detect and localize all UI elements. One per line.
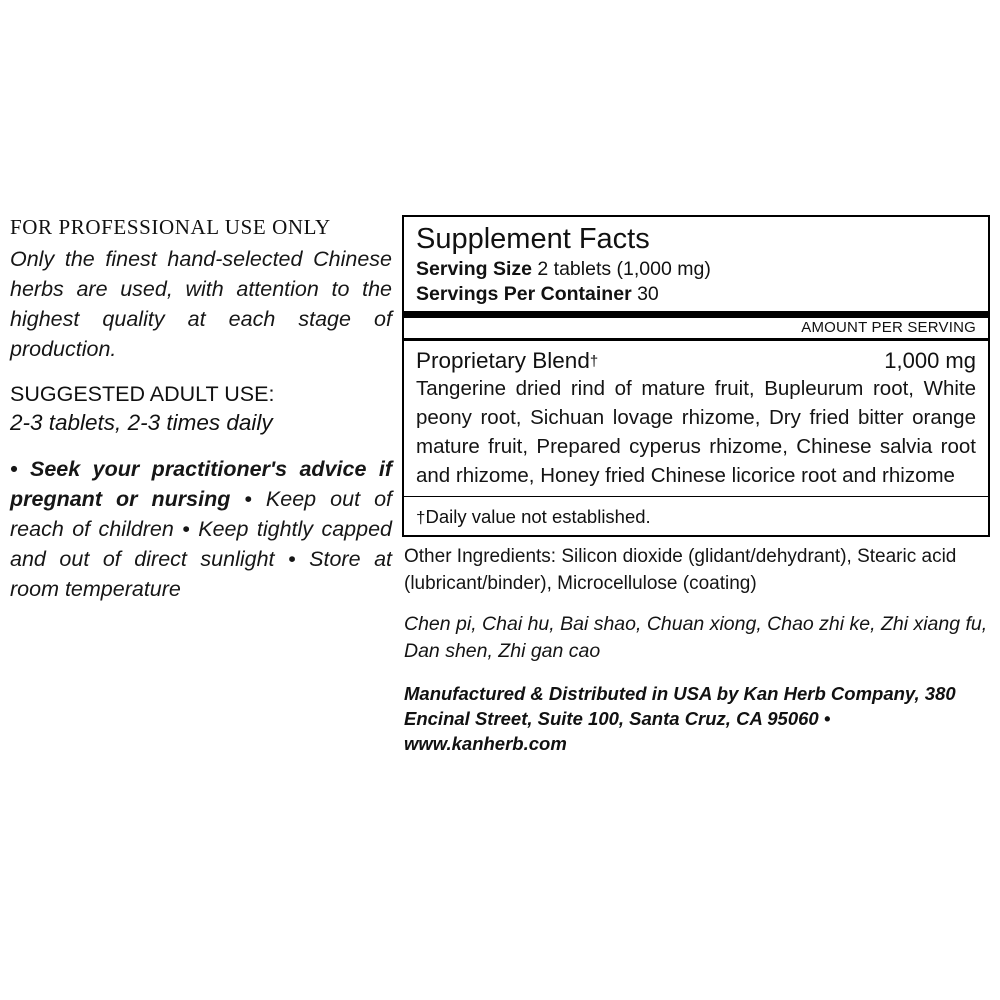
label-columns xyxy=(0,215,1000,756)
amount-per-serving-header: AMOUNT PER SERVING xyxy=(801,319,976,336)
cautions-regular-part: • Keep out of reach of children • Keep tightly capped and out of direct sunlight • Store at room temperature xyxy=(10,487,392,601)
serving-size-row xyxy=(416,257,976,282)
other-ingredients-text: Other Ingredients: Silicon dioxide (glidant/dehydrant), Stearic acid (lubricant/binder), Microcellulose (coating) xyxy=(404,546,957,594)
proprietary-blend-label: Proprietary Blend xyxy=(416,348,590,373)
supplement-facts-header xyxy=(404,217,988,307)
proprietary-blend-block xyxy=(404,341,988,496)
daily-value-note-row xyxy=(416,500,976,535)
supplement-label xyxy=(0,215,1000,756)
suggested-use-heading: SUGGESTED ADULT USE: xyxy=(10,382,275,406)
daily-value-note: Daily value not established. xyxy=(425,506,651,527)
serving-size-label: Serving Size xyxy=(416,258,532,280)
servings-per-container-value: 30 xyxy=(637,283,659,305)
proprietary-blend-name xyxy=(416,348,598,374)
manufacturer-text: Manufactured & Distributed in USA by Kan Herb Company, 380 Encinal Street, Suite 100, Santa Cruz, CA 95060 • www.kanherb.com xyxy=(404,683,956,754)
cautions-bold-part: • Seek your practitioner's advice if pregnant or nursing xyxy=(10,457,392,511)
proprietary-blend-ingredients: Tangerine dried rind of mature fruit, Bupleurum root, White peony root, Sichuan lovage rhizome, Dry fried bitter orange mature fruit, Prepared cyperus rhizome, Chinese salvia root and rhizome, Honey fried Chinese licorice root and rhizome xyxy=(416,377,976,487)
serving-size-value: 2 tablets (1,000 mg) xyxy=(537,258,711,280)
servings-per-container-label: Servings Per Container xyxy=(416,283,632,305)
proprietary-blend-row xyxy=(416,344,976,374)
left-info-column xyxy=(0,215,392,604)
supplement-facts-title: Supplement Facts xyxy=(416,223,650,255)
professional-use-heading: FOR PROFESSIONAL USE ONLY xyxy=(10,215,331,239)
proprietary-blend-amount: 1,000 mg xyxy=(884,348,976,373)
quality-statement-text: Only the finest hand-selected Chinese herbs are used, with attention to the highest quality at each stage of production. xyxy=(10,247,392,361)
footer-block xyxy=(402,537,990,756)
daily-value-block xyxy=(404,497,988,535)
daily-value-dagger-symbol: † xyxy=(416,508,426,527)
blend-dagger-symbol: † xyxy=(589,353,599,370)
right-column xyxy=(392,215,990,756)
supplement-facts-panel xyxy=(402,215,990,537)
divider-thick-top xyxy=(404,311,988,318)
servings-per-container-row xyxy=(416,282,976,307)
suggested-use-dose: 2-3 tablets, 2-3 times daily xyxy=(10,410,273,435)
pinyin-ingredients-text: Chen pi, Chai hu, Bai shao, Chuan xiong, Chao zhi ke, Zhi xiang fu, Dan shen, Zhi gan cao xyxy=(404,613,988,662)
cautions-text xyxy=(10,454,392,604)
